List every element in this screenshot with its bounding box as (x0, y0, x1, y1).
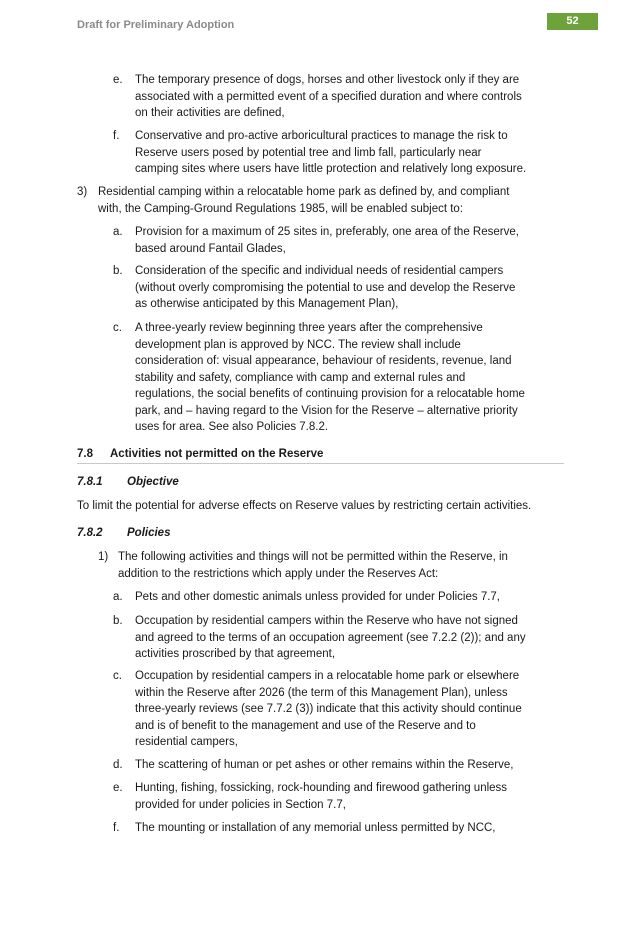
list-item-text (135, 263, 515, 313)
text-line: uses for area. See also Policies 7.8.2. (135, 421, 329, 433)
text-line: addition to the restrictions which apply under the Reserves Act: (118, 567, 439, 580)
text-line: Provision for a maximum of 25 sites in, preferably, one area of the Reserve, (135, 226, 519, 238)
text-line: within the Reserve after 2026 (the term of this Management Plan), unless (135, 686, 508, 699)
list-item-text (118, 549, 508, 582)
list-item-text (135, 613, 526, 663)
text-line: based around Fantail Glades, (135, 242, 286, 255)
list-marker: f. (113, 822, 120, 834)
list-marker: c. (113, 670, 122, 682)
text-line: on their activities are defined, (135, 107, 285, 119)
list-item-text (135, 780, 507, 813)
text-line: The temporary presence of dogs, horses and other livestock only if they are (135, 74, 520, 86)
policies-title: Policies (127, 527, 171, 539)
text-line: and agreed to the terms of an occupation agreement (see 7.2.2 (2)); and any (135, 631, 526, 644)
text-line: (without overly compromising the potential to use and develop the Reserve (135, 281, 516, 294)
list-marker: c. (113, 322, 122, 334)
text-line: Occupation by residential campers within the Reserve who have not signed (135, 615, 518, 627)
policies-heading (77, 527, 171, 539)
list-marker: e. (113, 782, 123, 794)
text-line: development plan is approved by NCC. The review shall include (135, 338, 461, 351)
text-line: stability and safety, compliance with camp and external rules and (135, 371, 466, 384)
section-title: Activities not permitted on the Reserve (110, 448, 324, 460)
text-line: The mounting or installation of any memorial unless permitted by NCC, (135, 822, 496, 834)
list-item-text (135, 820, 496, 837)
text-line: as otherwise anticipated by this Management Plan), (135, 298, 399, 310)
list-marker: 1) (98, 551, 109, 563)
text-line: associated with a permitted event of a specified duration and where controls (135, 90, 522, 103)
objective-number: 7.8.1 (77, 476, 103, 488)
text-line: Reserve users posed by potential tree and limb fall, particularly near (135, 146, 482, 159)
text-line: and is of benefit to the management and use of the Reserve and to (135, 719, 476, 732)
list-item-text (135, 589, 500, 606)
text-line: The scattering of human or pet ashes or other remains within the Reserve, (135, 759, 514, 771)
text-line: Hunting, fishing, fossicking, rock-hounding and firewood gathering unless (135, 782, 508, 794)
text-line: regulations, the social benefits of continuing provision for a relocatable home (135, 388, 525, 400)
list-item-text (98, 184, 509, 217)
objective-text: To limit the potential for adverse effects on Reserve values by restricting certain activities. (77, 500, 532, 512)
list-marker: b. (113, 265, 123, 277)
text-line: A three-yearly review beginning three years after the comprehensive (135, 322, 483, 334)
list-marker: a. (113, 226, 123, 238)
list-marker: a. (113, 591, 123, 603)
text-line: with, the Camping-Ground Regulations 1985, will be enabled subject to: (98, 202, 464, 215)
list-item-text (135, 128, 526, 178)
text-line: provided for under policies in Section 7.7, (135, 798, 346, 811)
text-line: three-yearly reviews (see 7.7.2 (3)) indicate that this activity should continue (135, 703, 522, 715)
text-line: park, and – having regard to the Vision for the Reserve – alternative priority (135, 404, 518, 417)
list-item-text (135, 72, 522, 122)
text-line: Pets and other domestic animals unless provided for under Policies 7.7, (135, 591, 501, 603)
text-line: Conservative and pro-active arboricultural practices to manage the risk to (135, 130, 508, 142)
text-line: Occupation by residential campers in a relocatable home park or elsewhere (135, 670, 520, 682)
objective-heading (77, 476, 179, 488)
list-marker: f. (113, 130, 120, 142)
text-line: residential campers, (135, 736, 238, 748)
list-marker: e. (113, 74, 123, 86)
list-item-text (135, 668, 522, 751)
text-line: consideration of: visual appearance, behaviour of residents, revenue, land (135, 355, 512, 367)
list-marker: 3) (77, 186, 88, 198)
text-line: camping sites where users have little protection and relatively long exposure. (135, 163, 527, 175)
text-line: The following activities and things will not be permitted within the Reserve, in (118, 551, 508, 563)
policies-number: 7.8.2 (77, 527, 103, 539)
list-item-text (135, 320, 525, 436)
list-marker: d. (113, 759, 123, 771)
text-line: Consideration of the specific and individual needs of residential campers (135, 265, 504, 277)
text-line: Residential camping within a relocatable home park as defined by, and compliant (98, 186, 510, 198)
header-title: Draft for Preliminary Adoption (77, 19, 235, 31)
list-item-text (135, 757, 513, 774)
page-number-badge: 52 (547, 13, 598, 30)
objective-title: Objective (127, 476, 179, 488)
list-marker: b. (113, 615, 123, 627)
list-item-text (135, 224, 519, 257)
section-heading (77, 446, 564, 464)
text-line: activities proscribed by that agreement, (135, 648, 336, 660)
section-number: 7.8 (77, 448, 93, 460)
